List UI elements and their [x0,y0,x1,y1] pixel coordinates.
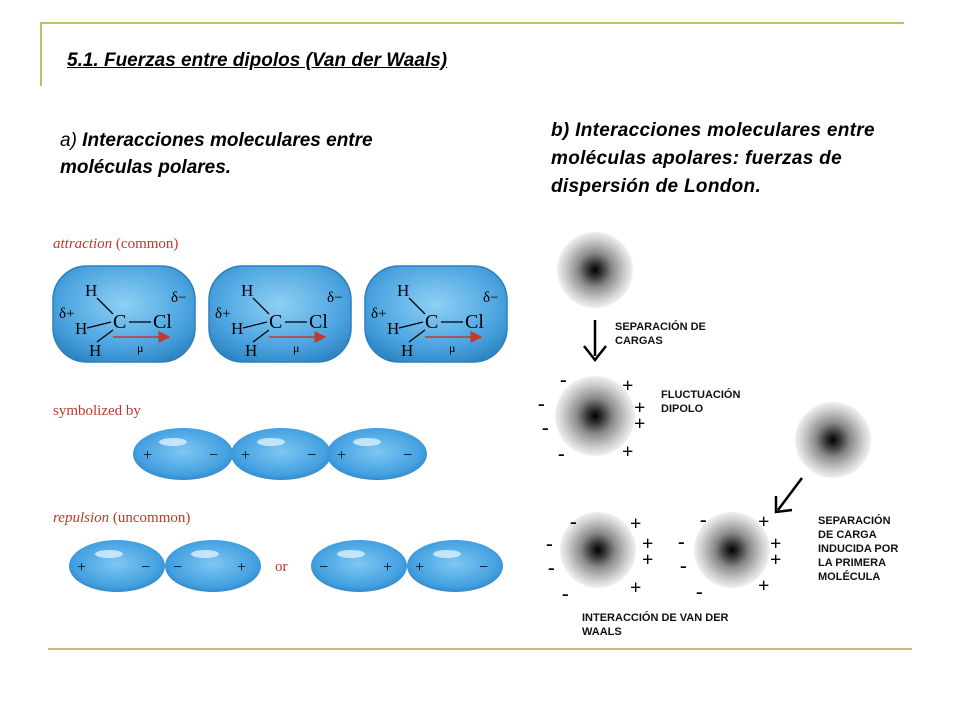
dipole-oval [133,428,233,480]
dipole-oval [311,540,407,592]
plus-sign: + [634,397,646,419]
top-rule [40,22,904,24]
plus-sign: + [758,511,770,533]
dipole-mu-label: μ [449,341,456,355]
atom-h-left: H [387,319,400,338]
atom-c: C [269,311,283,333]
plus-sign: + [383,559,393,576]
plus-sign: + [770,533,782,555]
atom-cl: Cl [465,311,484,333]
plus-sign: + [630,513,642,535]
caption-separation [615,320,706,348]
bottom-rule [48,648,912,650]
plus-sign: + [622,375,634,397]
atom-h-bottom: H [245,341,258,360]
minus-sign: - [570,511,577,533]
atom-h-top: H [397,281,410,300]
caption-line: DIPOLO [661,403,704,415]
down-arrow-icon [584,320,606,360]
caption-line: INTERACCIÓN DE VAN DER [582,612,729,624]
plus-sign: + [237,559,247,576]
plus-sign: + [337,447,347,464]
minus-sign: - [538,393,545,415]
heading-polar-text: Interacciones moleculares entre moléculas polares. [60,130,373,178]
neighbor-atom [795,402,871,478]
minus-sign: - [696,581,703,603]
dipole-mu-label: μ [137,341,144,355]
caption-line: CARGAS [615,335,663,347]
minus-sign: - [562,583,569,605]
plus-sign: + [77,559,87,576]
caption-induced [818,514,898,584]
attraction-label: attraction (common) [53,236,179,252]
atom-h-bottom: H [401,341,414,360]
atom-h-top: H [241,281,254,300]
minus-sign: - [700,509,707,531]
atom-c: C [425,311,439,333]
polar-figure [45,228,520,603]
plus-sign: + [634,413,646,435]
molecule-blob [53,266,195,362]
repulsion-label: repulsion (uncommon) [53,510,191,526]
plus-sign: + [642,533,654,555]
diagonal-arrow-icon [776,478,802,512]
minus-sign: − [403,447,413,464]
dipole-oval [165,540,261,592]
plus-sign: + [241,447,251,464]
apolar-figure [520,228,920,648]
caption-line: MOLÉCULA [818,571,881,583]
plus-sign: + [630,577,642,599]
heading-apolar: b) Interacciones moleculares entre moléculas apolares: fuerzas de dispersión de London. [551,120,875,197]
atom-cl: Cl [309,311,328,333]
dipole-oval [231,428,331,480]
molecule-blob [365,266,507,362]
minus-sign: - [542,417,549,439]
heading-polar-prefix: a) [60,130,77,151]
minus-sign: - [558,443,565,465]
caption-interaction [582,611,728,639]
minus-sign: - [560,369,567,391]
delta-plus-label: δ+ [371,306,387,322]
atom-h-left: H [231,319,244,338]
molecule-blob [209,266,351,362]
minus-sign: − [319,559,329,576]
caption-line: INDUCIDA POR [818,543,899,555]
minus-sign: - [548,557,555,579]
heading-polar [60,127,420,181]
minus-sign: − [307,447,317,464]
minus-sign: − [141,559,151,576]
delta-minus-label: δ− [171,290,187,306]
or-label: or [275,559,288,575]
minus-sign: − [479,559,489,576]
slide-title: 5.1. Fuerzas entre dipolos (Van der Waals) [67,50,448,71]
plus-sign: + [770,549,782,571]
minus-sign: − [173,559,183,576]
plus-sign: + [758,575,770,597]
dipole-oval [327,428,427,480]
caption-line: WAALS [582,626,622,638]
plus-sign: + [415,559,425,576]
caption-line: SEPARACIÓN [818,515,891,527]
atom-cl: Cl [153,311,172,333]
neutral-atom [557,232,633,308]
symbolized-label: symbolized by [53,403,141,419]
delta-minus-label: δ− [483,290,499,306]
atom-h-top: H [85,281,98,300]
caption-line: LA PRIMERA [818,557,887,569]
dipole-oval [69,540,165,592]
caption-line: FLUCTUACIÓN [661,389,741,401]
plus-sign: + [143,447,153,464]
left-rule [40,22,42,86]
atom-c: C [113,311,127,333]
atom-h-bottom: H [89,341,102,360]
minus-sign: - [678,531,685,553]
plus-sign: + [622,441,634,463]
delta-plus-label: δ+ [59,306,75,322]
caption-line: SEPARACIÓN DE [615,321,706,333]
caption-fluctuation [661,388,740,416]
atom-h-left: H [75,319,88,338]
minus-sign: − [209,447,219,464]
delta-minus-label: δ− [327,290,343,306]
plus-sign: + [642,549,654,571]
dipole-oval [407,540,503,592]
dipole-mu-label: μ [293,341,300,355]
minus-sign: - [546,533,553,555]
delta-plus-label: δ+ [215,306,231,322]
minus-sign: - [680,555,687,577]
caption-line: DE CARGA [818,529,877,541]
